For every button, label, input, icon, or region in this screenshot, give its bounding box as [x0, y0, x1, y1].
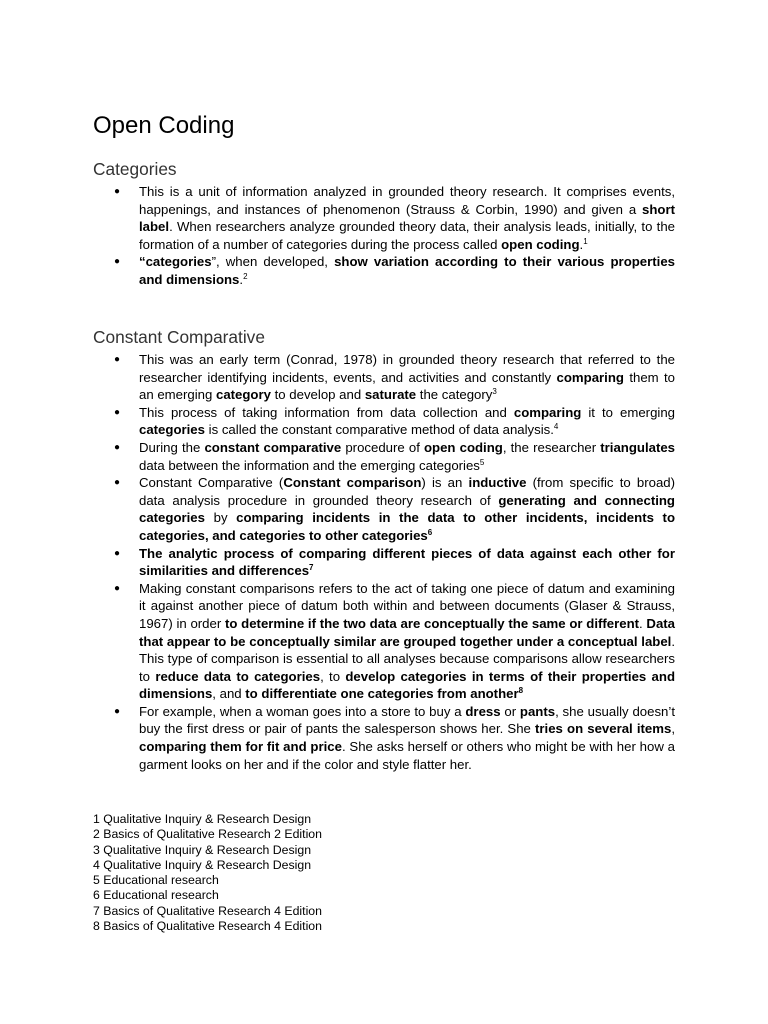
footnote-item — [93, 827, 322, 842]
text-run: , she usually doesn’t buy the first dress or pair of pants the salesperson shows her. She — [139, 703, 675, 737]
text-run: procedure of — [341, 439, 424, 455]
bold-text: reduce data to categories — [155, 668, 321, 684]
text-run: , the researcher — [502, 439, 601, 455]
bold-text: saturate — [364, 387, 417, 403]
footnote-ref: 2 — [243, 271, 248, 281]
bullet-item — [93, 580, 675, 703]
footnote-ref: 1 — [583, 236, 588, 246]
bullet-item — [93, 545, 675, 580]
bold-text: open coding — [423, 439, 503, 455]
footnote-text: Qualitative Inquiry & Research Design — [103, 857, 312, 872]
footnote-item — [93, 919, 322, 934]
text-run: . This type of comparison is essential to all analyses because comparisons allow researchers to — [139, 633, 675, 684]
bold-text: dress — [465, 703, 501, 719]
footnote-number: 8 — [93, 919, 100, 934]
footnote-number: 4 — [93, 857, 100, 872]
text-run: During the — [139, 439, 205, 455]
footnote-ref: 3 — [492, 387, 497, 397]
bold-text: to differentiate one categories from another — [245, 686, 519, 702]
text-run: is called the constant comparative method of data analysis. — [204, 422, 554, 438]
text-run: This process of taking information from data collection and — [139, 404, 514, 420]
text-run: . — [579, 236, 584, 252]
text-run: it to emerging — [581, 404, 675, 420]
text-run: , to — [320, 668, 346, 684]
text-run: This was an early term (Conrad, 1978) in grounded theory research that referred to the researcher identifying incidents, events, and activities and constantly — [139, 352, 675, 385]
bold-text: comparing — [556, 369, 624, 385]
bold-text: pants — [519, 703, 556, 719]
text-run: , — [671, 721, 675, 737]
footnote-number: 5 — [93, 873, 100, 888]
bold-text: category — [215, 387, 271, 403]
bullet-item — [93, 351, 675, 404]
bold-text: generating and connecting categories — [139, 492, 675, 526]
bold-text: comparing them for fit and price — [139, 739, 342, 755]
text-run: data between the information and the emerging categories — [139, 457, 480, 473]
footnote-number: 1 — [93, 812, 100, 826]
text-run: the category — [416, 387, 493, 403]
text-run: , and — [212, 686, 246, 702]
footnote-ref: 8 — [518, 686, 524, 696]
bullet-item — [93, 404, 675, 439]
page-title: Open Coding — [93, 112, 235, 139]
footnote-item — [93, 812, 322, 827]
text-run: This is a unit of information analyzed in grounded theory research. It comprises events, happenings, and instances of phenomenon (Strauss & Corbin, 1990) and given a — [139, 184, 675, 217]
text-run: to develop and — [270, 387, 365, 403]
footnote-text: Basics of Qualitative Research 4 Edition — [103, 903, 322, 918]
footnote-number: 7 — [93, 903, 100, 918]
footnote-ref: 7 — [309, 563, 314, 573]
footnote-text: Educational research — [103, 873, 219, 888]
footnote-ref: 5 — [479, 457, 485, 467]
bold-text: short label — [139, 201, 675, 235]
footnote-item — [93, 904, 322, 919]
bold-text: The analytic process of comparing different pieces of data against each other for similarities and differences — [139, 545, 675, 579]
bold-text: constant comparative — [204, 439, 342, 455]
text-run: ) is an — [421, 475, 469, 491]
text-run: . — [239, 271, 244, 287]
footnote-text: Qualitative Inquiry & Research Design — [103, 812, 312, 826]
bullet-item — [93, 183, 675, 253]
bold-text: comparing incidents in the data to other incidents, incidents to categories, and categories to other categories — [139, 510, 675, 543]
footnote-number: 6 — [93, 888, 100, 903]
section-heading-categories: Categories — [93, 159, 177, 179]
footnotes — [93, 812, 322, 934]
footnote-item — [93, 888, 322, 903]
bold-text: develop categories in terms of their properties and dimensions — [139, 668, 675, 702]
categories-list — [93, 183, 675, 289]
bold-text: inductive — [468, 475, 527, 491]
footnote-text: Qualitative Inquiry & Research Design — [103, 842, 312, 857]
bullet-item — [93, 253, 675, 288]
text-run: by — [204, 510, 237, 526]
bold-text: show variation according to their various properties and dimensions — [139, 254, 675, 287]
bold-text: categories — [139, 422, 205, 438]
bold-text: tries on several items — [535, 721, 672, 737]
bold-text: open coding — [501, 236, 580, 252]
bullet-item — [93, 474, 675, 544]
footnote-text: Educational research — [103, 888, 219, 903]
footnote-item — [93, 858, 322, 873]
footnote-item — [93, 843, 322, 858]
text-run: ”, when developed, — [211, 254, 335, 270]
text-run: . — [639, 615, 647, 631]
text-run: them to an emerging — [139, 369, 676, 403]
text-run: Constant Comparative ( — [139, 475, 284, 491]
footnote-number: 2 — [93, 827, 100, 842]
footnote-item — [93, 873, 322, 888]
footnote-number: 3 — [93, 842, 100, 857]
section-heading-constant-comparative: Constant Comparative — [93, 327, 265, 347]
bold-text: Data that appear to be conceptually similar are grouped together under a conceptual label — [139, 615, 676, 649]
footnote-ref: 6 — [427, 527, 433, 537]
constant-comparative-list — [93, 351, 675, 773]
footnote-text: Basics of Qualitative Research 4 Edition — [103, 919, 322, 934]
text-run: or — [500, 703, 520, 719]
footnote-text: Basics of Qualitative Research 2 Edition — [103, 827, 322, 842]
bold-text: Constant comparison — [283, 475, 422, 491]
bullet-item — [93, 439, 675, 474]
text-run: Making constant comparisons refers to the act of taking one piece of datum and examining it against another piece of datum both within and between documents (Glaser & Strauss, 1967) in order — [139, 580, 675, 631]
text-run: . When researchers analyze grounded theory data, their analysis leads, initially, to the formation of a number of categories during the process called — [139, 219, 675, 252]
bold-text: triangulates — [600, 439, 676, 455]
text-run: For example, when a woman goes into a store to buy a — [139, 703, 466, 719]
text-run: . She asks herself or others who might be with her how a garment looks on her and if the color and style flatter her. — [139, 739, 675, 772]
footnote-ref: 4 — [553, 422, 559, 432]
bullet-item — [93, 703, 675, 773]
text-run: (from specific to broad) data analysis procedure in grounded theory research of — [139, 475, 676, 508]
bold-text: “categories — [139, 254, 212, 270]
bold-text: to determine if the two data are conceptually the same or different — [224, 615, 640, 631]
bold-text: comparing — [513, 404, 582, 420]
